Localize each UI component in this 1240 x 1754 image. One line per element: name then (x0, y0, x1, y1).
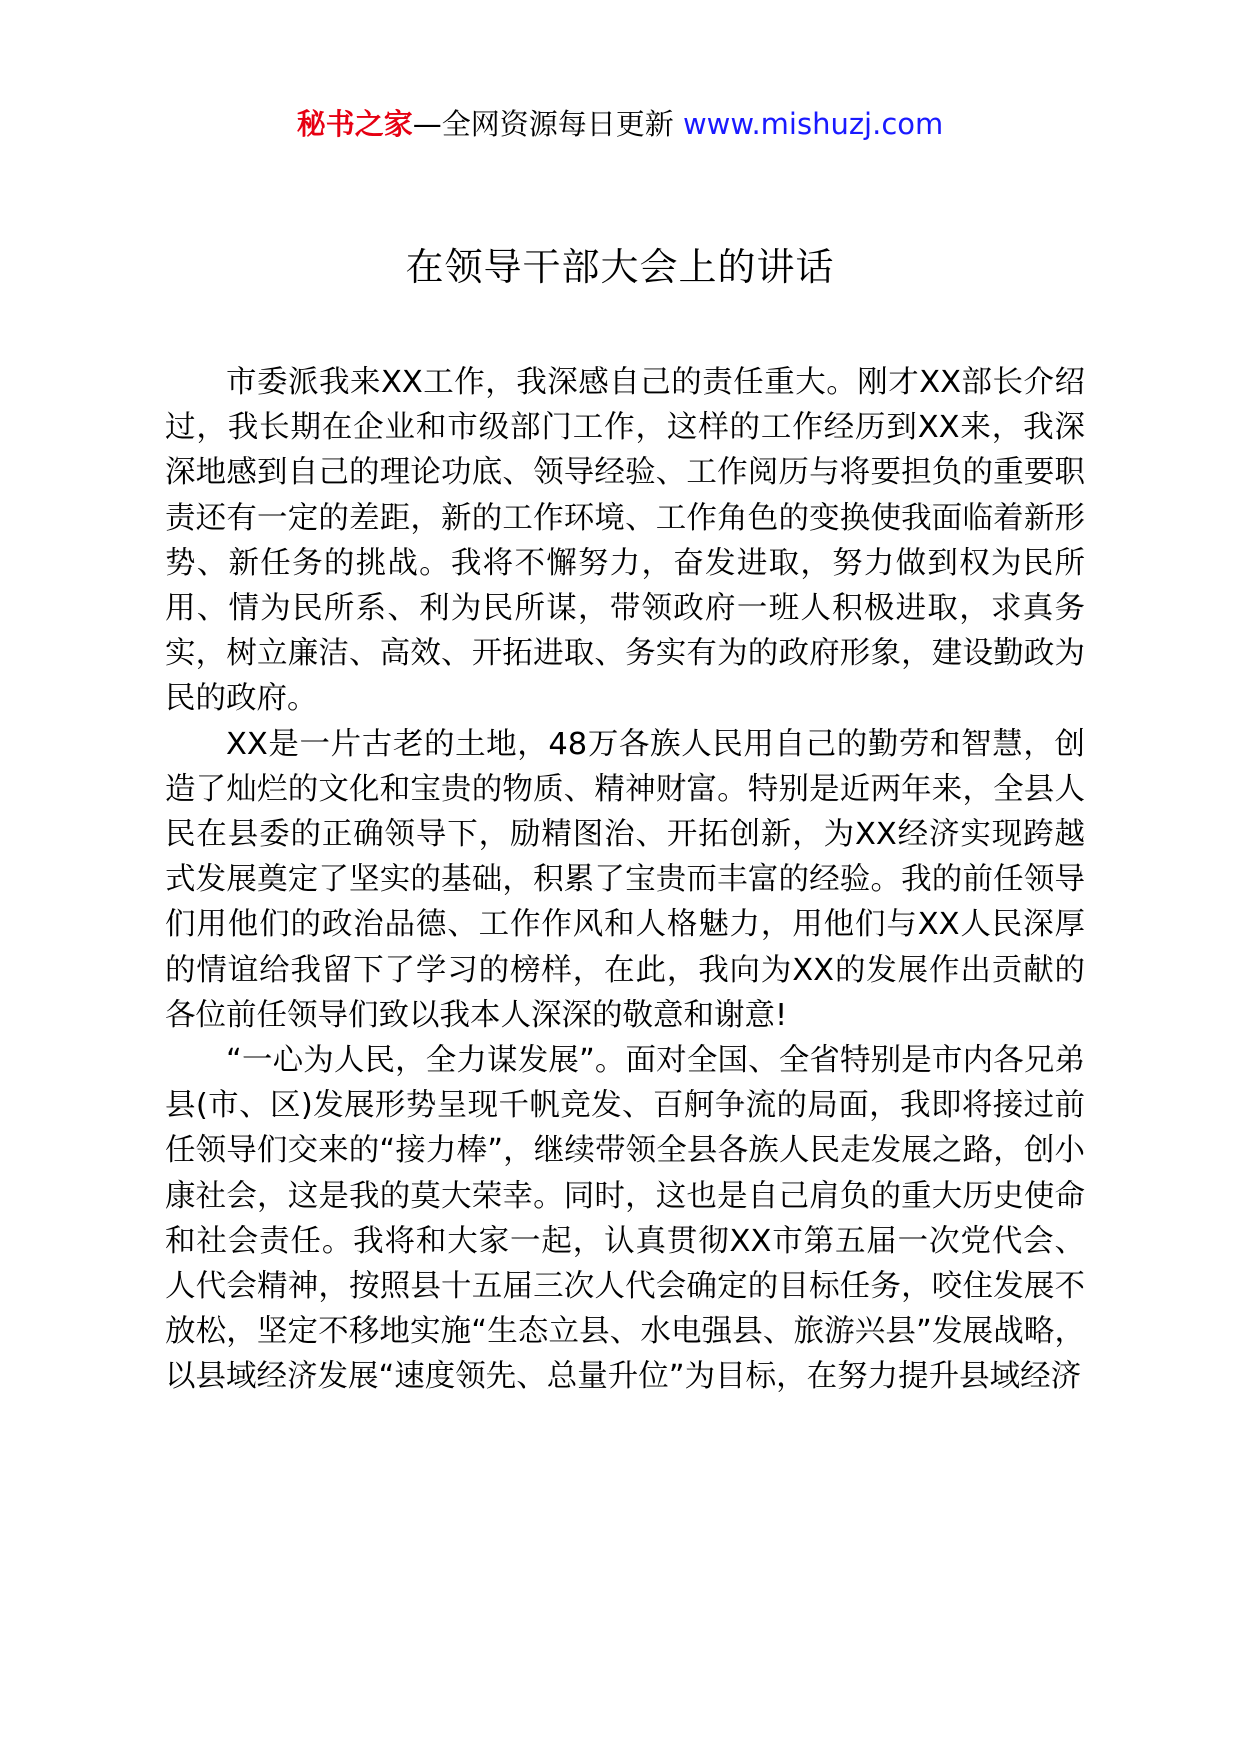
paragraph: 市委派我来XX工作，我深感自己的责任重大。刚才XX部长介绍过，我长期在企业和市级部门工作，这样的工作经历到XX来，我深深地感到自己的理论功底、领导经验、工作阅历与将要担负的重要职责还有一定的差距，新的工作环境、工作角色的变换使我面临着新形势、新任务的挑战。我将不懈努力，奋发进取，努力做到权为民所用、情为民所系、利为民所谋，带领政府一班人积极进取，求真务实，树立廉洁、高效、开拓进取、务实有为的政府形象，建设勤政为民的政府。 (165, 365, 1085, 717)
paragraph: XX是一片古老的土地，48万各族人民用自己的勤劳和智慧，创造了灿烂的文化和宝贵的物质、精神财富。特别是近两年来，全县人民在县委的正确领导下，励精图治、开拓创新，为XX经济实现跨越式发展奠定了坚实的基础，积累了宝贵而丰富的经验。我的前任领导们用他们的政治品德、工作作风和人格魅力，用他们与XX人民深厚的情谊给我留下了学习的榜样，在此，我向为XX的发展作出贡献的各位前任领导们致以我本人深深的敬意和谢意! (165, 726, 1085, 1033)
paragraph: “一心为人民，全力谋发展”。面对全国、全省特别是市内各兄弟县(市、区)发展形势呈现千帆竞发、百舸争流的局面，我即将接过前任领导们交来的“接力棒”，继续带领全县各族人民走发展之路，创小康社会，这是我的莫大荣幸。同时，这也是自己肩负的重大历史使命和社会责任。我将和大家一起，认真贯彻XX市第五届一次党代会、人代会精神，按照县十五届三次人代会确定的目标任务，咬住发展不放松，坚定不移地实施“生态立县、水电强县、旅游兴县”发展战略，以县域经济发展“速度领先、总量升位”为目标，在努力提升县域经济 (165, 1043, 1085, 1395)
page-header (0, 104, 1240, 144)
brand-name: 秘书之家 (296, 107, 413, 141)
site-url-link[interactable]: www.mishuzj.com (682, 107, 944, 141)
header-tagline: —全网资源每日更新 (412, 107, 674, 141)
document-body (165, 360, 1085, 1400)
document-title: 在领导干部大会上的讲话 (405, 245, 835, 289)
